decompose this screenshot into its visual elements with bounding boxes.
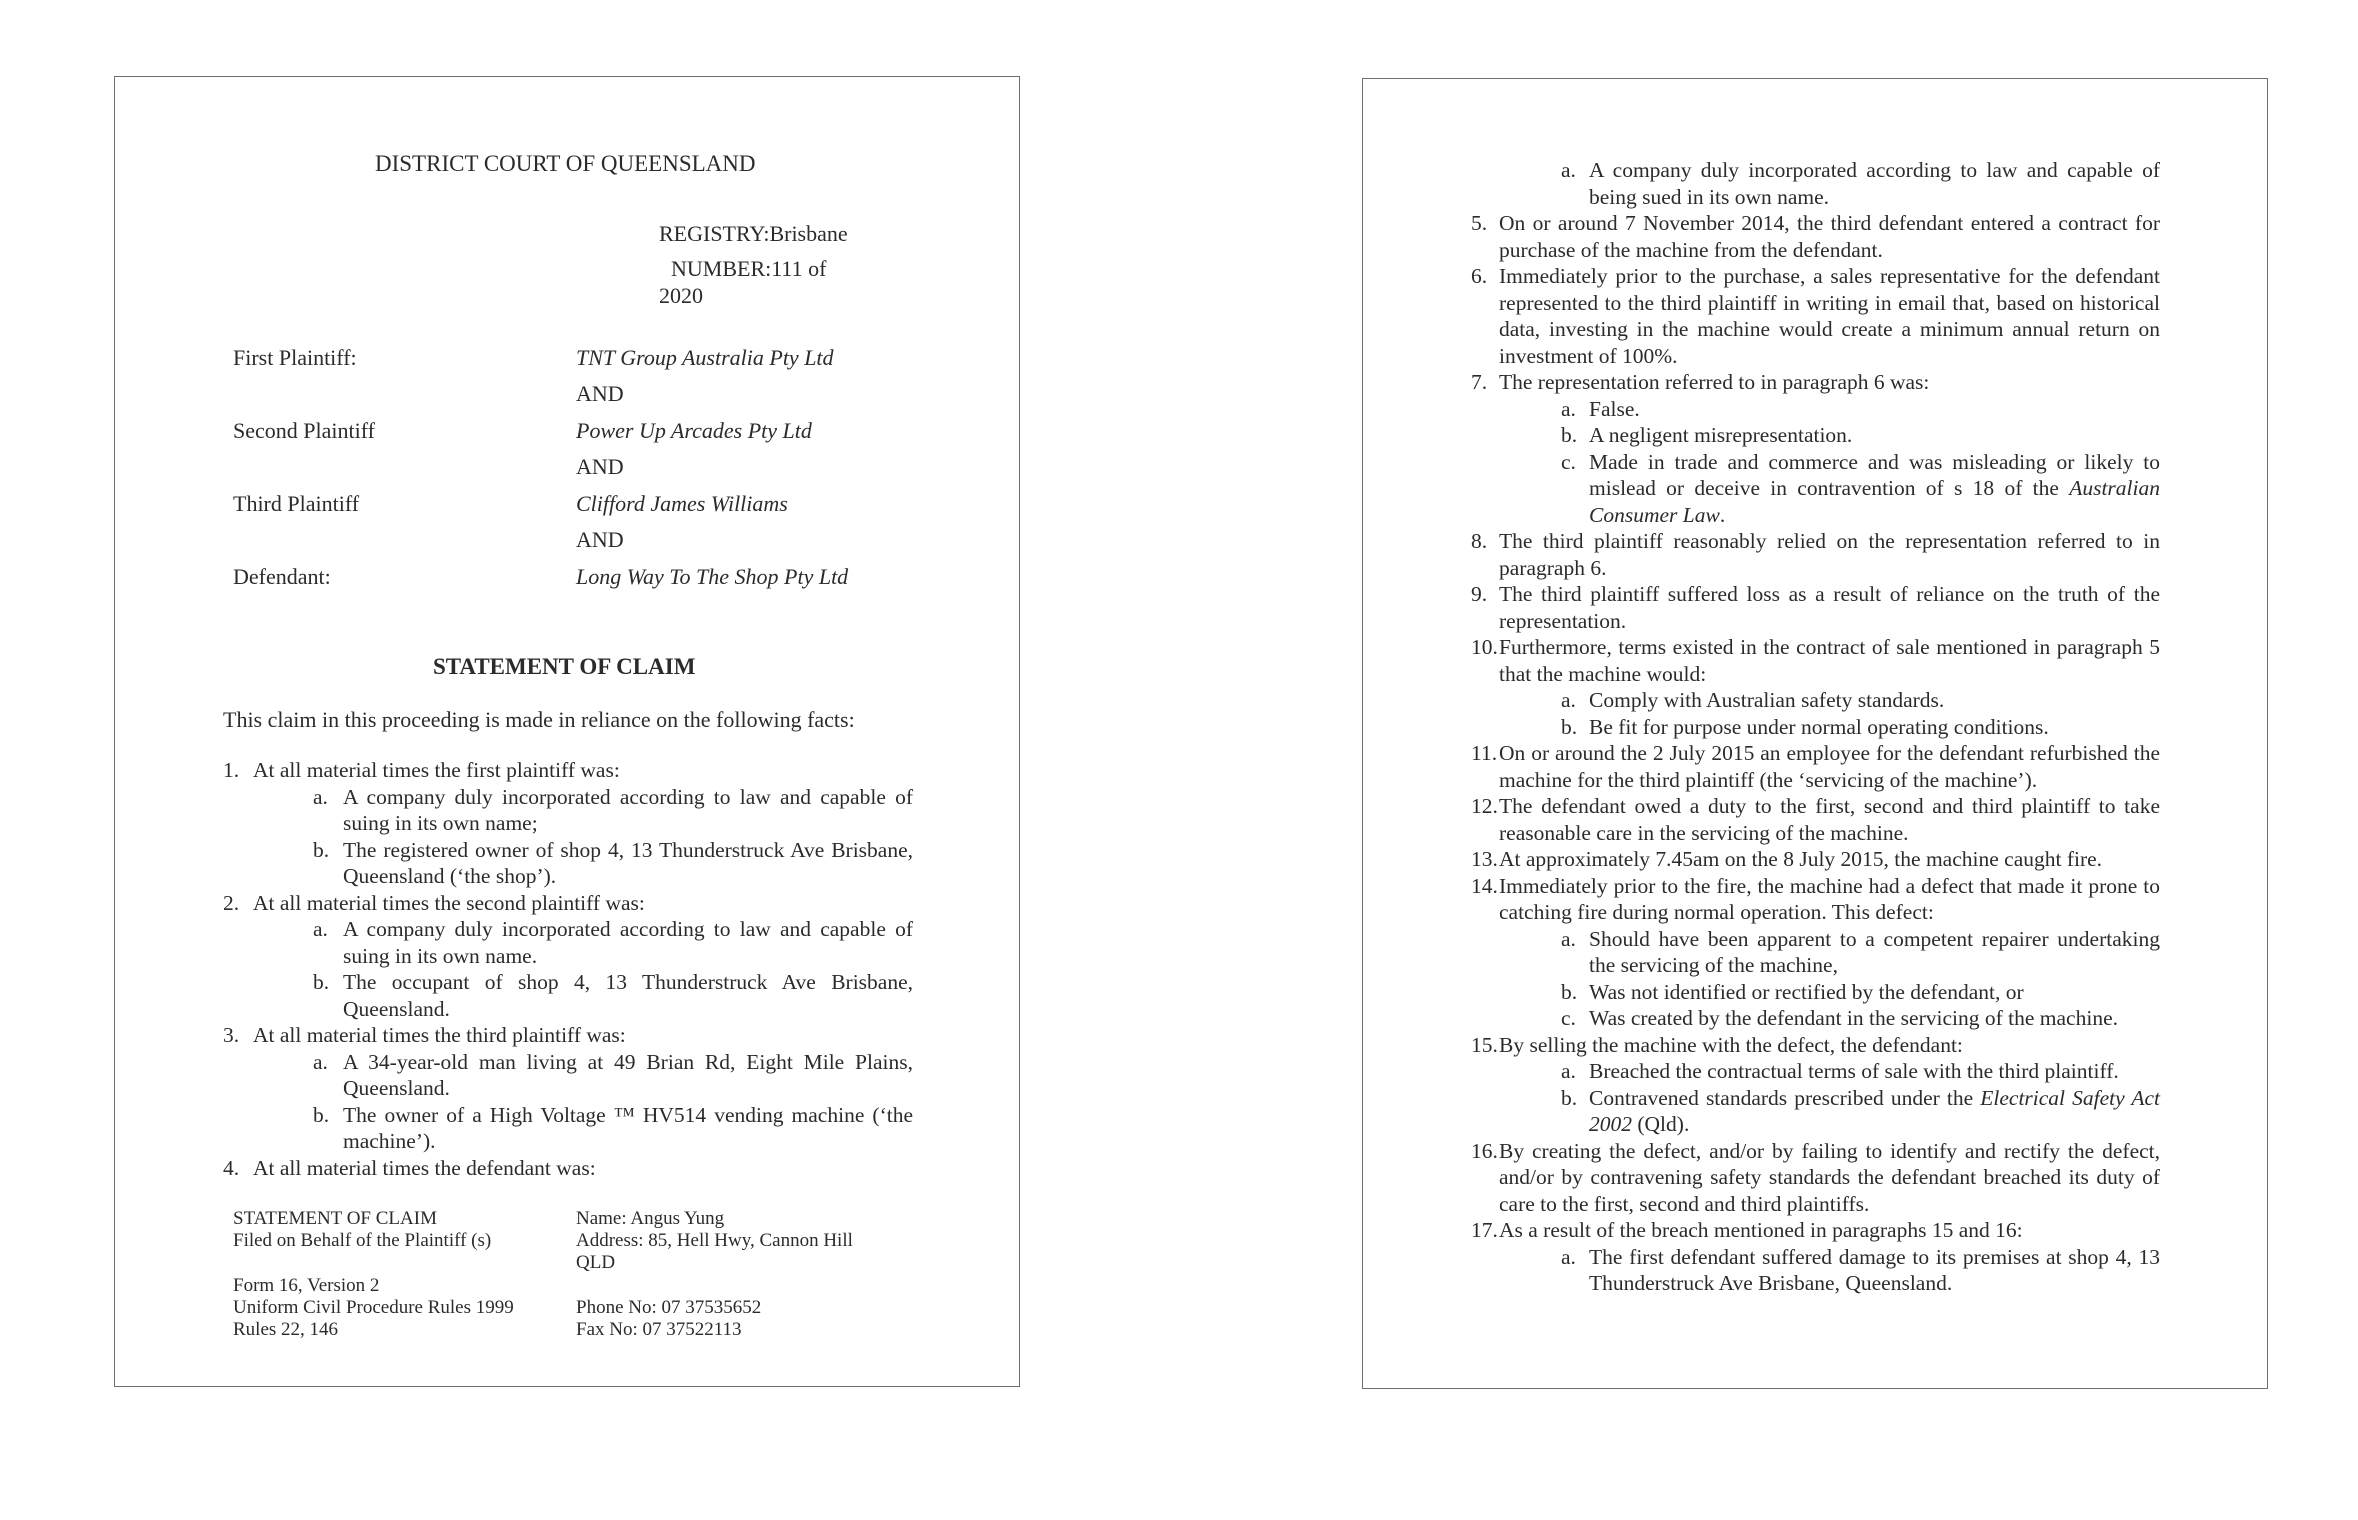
list-item: 10. Furthermore, terms existed in the contract of sale mentioned in paragraph 5 that the machine would: xyxy=(1471,635,2160,686)
footer-phone: Phone No: 07 37535652 xyxy=(576,1297,762,1318)
list-subitem: b. A negligent misrepresentation. xyxy=(1561,423,1853,447)
list-item: 4. At all material times the defendant was: xyxy=(223,1155,596,1180)
footer-fax: Fax No: 07 37522113 xyxy=(576,1319,742,1340)
intro-text: This claim in this proceeding is made in reliance on the following facts: xyxy=(223,707,855,732)
and-separator: AND xyxy=(576,454,624,479)
party-label-first: First Plaintiff: xyxy=(233,345,357,370)
party-label-defendant: Defendant: xyxy=(233,564,331,589)
claim-list-page1 xyxy=(223,757,913,1181)
list-subitem: a. A 34-year-old man living at 49 Brian Rd, Eight Mile Plains, Queensland. xyxy=(313,1049,913,1100)
list-subitem: a. A company duly incorporated according to law and capable of being sued in its own name. xyxy=(1561,158,2160,209)
footer-address-state: QLD xyxy=(576,1252,616,1273)
footer-form: Form 16, Version 2 xyxy=(233,1275,380,1296)
footer-name: Name: Angus Yung xyxy=(576,1208,725,1229)
list-item: 3. At all material times the third plaintiff was: xyxy=(223,1023,626,1047)
document-title: STATEMENT OF CLAIM xyxy=(433,654,696,679)
list-item: 16. By creating the defect, and/or by failing to identify and rectify the defect, and/or by contravening safety standards the defendant breached its duty of care to the first, second and third plaintiffs. xyxy=(1471,1138,2160,1216)
list-subitem: a. A company duly incorporated according to law and capable of suing in its own name. xyxy=(313,917,913,968)
list-item: 13. At approximately 7.45am on the 8 July 2015, the machine caught fire. xyxy=(1471,847,2103,871)
list-item: 2. At all material times the second plaintiff was: xyxy=(223,890,645,915)
party-label-second: Second Plaintiff xyxy=(233,418,375,443)
and-separator: AND xyxy=(576,527,624,552)
party-name-third: Clifford James Williams xyxy=(576,491,788,516)
list-subitem: b. Was not identified or rectified by the defendant, or xyxy=(1561,979,2024,1004)
list-subitem: c. Was created by the defendant in the servicing of the machine. xyxy=(1561,1006,2118,1030)
claim-list-page2 xyxy=(1471,157,2160,1297)
list-subitem: a. Should have been apparent to a competent repairer undertaking the servicing of the machine, xyxy=(1561,926,2160,977)
list-subitem: a. Comply with Australian safety standards. xyxy=(1561,688,1945,712)
list-subitem: b. Contravened standards prescribed under the Electrical Safety Act 2002 (Qld). xyxy=(1561,1085,2160,1136)
list-subitem: b. The occupant of shop 4, 13 Thunderstruck Ave Brisbane, Queensland. xyxy=(313,970,913,1021)
party-name-first: TNT Group Australia Pty Ltd xyxy=(576,345,834,370)
document-page-1 xyxy=(114,76,1020,1387)
footer-address: Address: 85, Hell Hwy, Cannon Hill xyxy=(576,1230,853,1251)
list-item: 7. The representation referred to in paragraph 6 was: xyxy=(1471,370,1930,394)
case-year: 2020 xyxy=(659,283,703,308)
case-number: NUMBER:111 of xyxy=(671,256,827,281)
list-subitem: b. Be fit for purpose under normal operating conditions. xyxy=(1561,714,2049,739)
footer-rules: Rules 22, 146 xyxy=(233,1319,339,1340)
list-subitem: a. Breached the contractual terms of sale with the third plaintiff. xyxy=(1561,1059,2119,1083)
court-name: DISTRICT COURT OF QUEENSLAND xyxy=(375,151,756,176)
list-subitem: a. The first defendant suffered damage to its premises at shop 4, 13 Thunderstruck Ave Brisbane, Queensland. xyxy=(1561,1244,2160,1295)
document-page-2 xyxy=(1362,78,2268,1389)
list-subitem: b. The owner of a High Voltage ™ HV514 vending machine (‘the machine’). xyxy=(313,1102,913,1153)
footer-filed: Filed on Behalf of the Plaintiff (s) xyxy=(233,1230,492,1251)
party-name-defendant: Long Way To The Shop Pty Ltd xyxy=(576,564,849,589)
list-item: 1. At all material times the first plaintiff was: xyxy=(223,758,620,782)
list-item: 14. Immediately prior to the fire, the machine had a defect that made it prone to catching fire during normal operation. This defect: xyxy=(1471,873,2160,924)
list-item: 17. As a result of the breach mentioned in paragraphs 15 and 16: xyxy=(1471,1218,2023,1242)
registry: REGISTRY:Brisbane xyxy=(659,221,848,246)
list-item: 11. On or around the 2 July 2015 an employee for the defendant refurbished the machine for the third plaintiff (the ‘servicing of the machine’). xyxy=(1471,741,2160,792)
party-label-third: Third Plaintiff xyxy=(233,491,360,516)
and-separator: AND xyxy=(576,381,624,406)
list-subitem: a. False. xyxy=(1561,396,1640,421)
footer-doc-title: STATEMENT OF CLAIM xyxy=(233,1208,437,1229)
list-subitem: c. Made in trade and commerce and was misleading or likely to mislead or deceive in contravention of s 18 of the Australian Consumer Law. xyxy=(1561,449,2160,527)
list-item: 12. The defendant owed a duty to the first, second and third plaintiff to take reasonable care in the servicing of the machine. xyxy=(1471,794,2160,845)
list-item: 8. The third plaintiff reasonably relied on the representation referred to in paragraph 6. xyxy=(1471,529,2160,580)
footer-rules-title: Uniform Civil Procedure Rules 1999 xyxy=(233,1297,514,1318)
party-name-second: Power Up Arcades Pty Ltd xyxy=(576,418,812,443)
list-subitem: a. A company duly incorporated according to law and capable of suing in its own name; xyxy=(313,784,913,835)
list-item: 5. On or around 7 November 2014, the third defendant entered a contract for purchase of the machine from the defendant. xyxy=(1471,211,2160,262)
list-item: 6. Immediately prior to the purchase, a sales representative for the defendant represented to the third plaintiff in writing in email that, based on historical data, investing in the machine would create a minimum annual return on investment of 100%. xyxy=(1471,264,2160,368)
list-item: 15. By selling the machine with the defect, the defendant: xyxy=(1471,1032,1963,1057)
list-subitem: b. The registered owner of shop 4, 13 Thunderstruck Ave Brisbane, Queensland (‘the shop’). xyxy=(313,837,913,888)
list-item: 9. The third plaintiff suffered loss as a result of reliance on the truth of the representation. xyxy=(1471,582,2160,633)
